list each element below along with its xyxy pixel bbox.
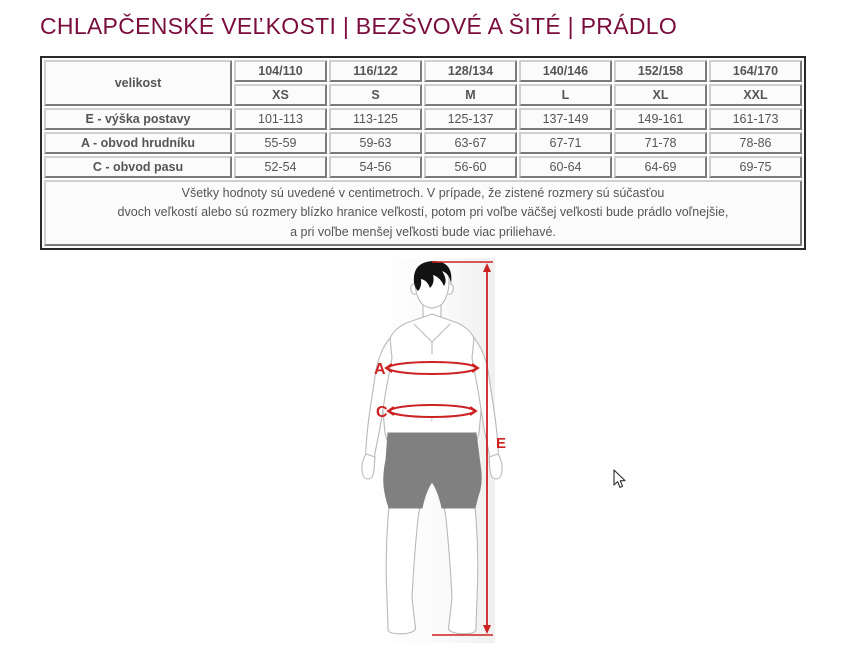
cell-height-5: 161-173 (709, 108, 802, 130)
size-code-0: XS (234, 84, 327, 106)
cell-chest-5: 78-86 (709, 132, 802, 154)
waist-measure-label: C (376, 404, 388, 421)
cell-height-1: 113-125 (329, 108, 422, 130)
table-row (44, 108, 802, 130)
size-code-5: XXL (709, 84, 802, 106)
cell-waist-3: 60-64 (519, 156, 612, 178)
size-note (44, 180, 802, 246)
size-number-2: 128/134 (424, 60, 517, 82)
size-number-4: 152/158 (614, 60, 707, 82)
size-code-2: M (424, 84, 517, 106)
cell-chest-4: 71-78 (614, 132, 707, 154)
chest-measure-label: A (374, 361, 386, 378)
row-label-chest: A - obvod hrudníku (44, 132, 232, 154)
row-label-waist: C - obvod pasu (44, 156, 232, 178)
cell-waist-0: 52-54 (234, 156, 327, 178)
size-code-3: L (519, 84, 612, 106)
cell-chest-0: 55-59 (234, 132, 327, 154)
cell-chest-3: 67-71 (519, 132, 612, 154)
cell-height-3: 137-149 (519, 108, 612, 130)
size-number-1: 116/122 (329, 60, 422, 82)
row-label-height: E - výška postavy (44, 108, 232, 130)
cell-waist-1: 54-56 (329, 156, 422, 178)
measurement-figure (330, 258, 560, 643)
size-chart-table (40, 56, 806, 250)
cell-waist-2: 56-60 (424, 156, 517, 178)
cell-chest-2: 63-67 (424, 132, 517, 154)
cell-height-0: 101-113 (234, 108, 327, 130)
cell-chest-1: 59-63 (329, 132, 422, 154)
note-line-3: a pri voľbe menšej veľkosti bude viac priliehavé. (290, 224, 556, 239)
table-corner-velikost: velikost (44, 60, 232, 106)
cell-waist-4: 64-69 (614, 156, 707, 178)
table-row-note (44, 180, 802, 246)
note-line-1: Všetky hodnoty sú uvedené v centimetroch. V prípade, že zistené rozmery sú súčasťou (181, 186, 665, 200)
size-number-3: 140/146 (519, 60, 612, 82)
size-table (42, 58, 804, 248)
table-row-size-numbers (44, 60, 802, 82)
table-row (44, 132, 802, 154)
mouse-cursor-icon (613, 469, 627, 489)
size-code-1: S (329, 84, 422, 106)
table-row (44, 156, 802, 178)
size-code-4: XL (614, 84, 707, 106)
height-measure-label: E (496, 435, 507, 452)
note-line-2: dvoch veľkostí alebo sú rozmery blízko hranice veľkostí, potom pri voľbe väčšej veľkosti bude prádlo voľnejšie, (117, 205, 729, 220)
cell-height-2: 125-137 (424, 108, 517, 130)
size-number-0: 104/110 (234, 60, 327, 82)
size-number-5: 164/170 (709, 60, 802, 82)
cell-waist-5: 69-75 (709, 156, 802, 178)
cell-height-4: 149-161 (614, 108, 707, 130)
page-title: CHLAPČENSKÉ VEĽKOSTI | BEZŠVOVÉ A ŠITÉ | PRÁDLO (40, 13, 678, 39)
